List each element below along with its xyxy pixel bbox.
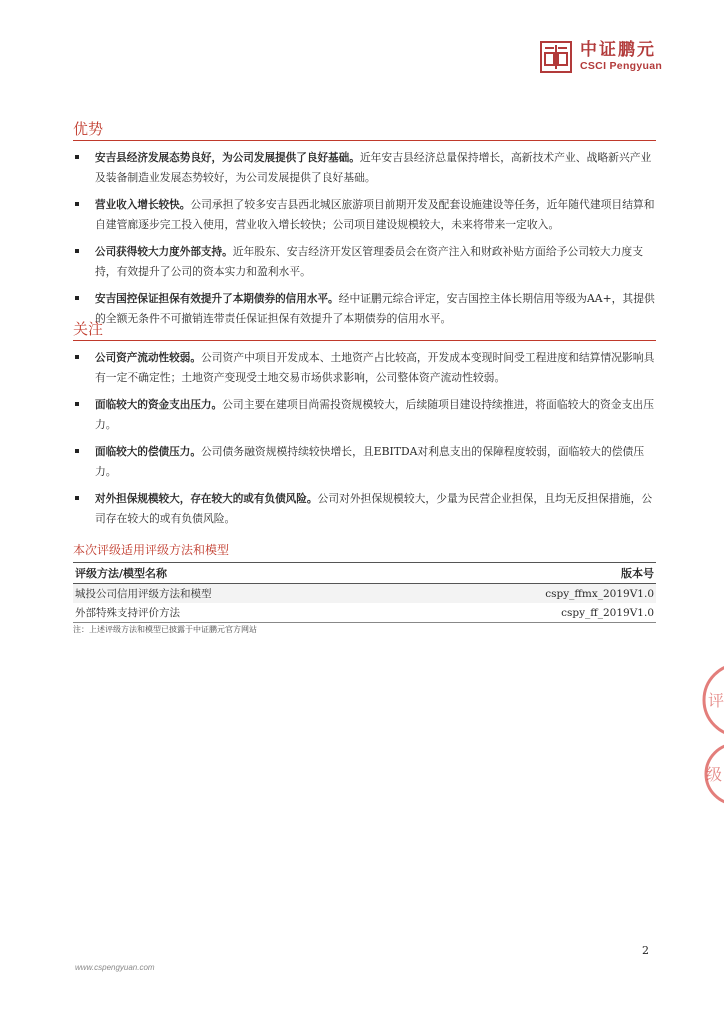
page-number: 2 bbox=[642, 944, 649, 957]
company-logo bbox=[540, 40, 662, 73]
concern-item bbox=[73, 442, 656, 481]
concern-text: 公司债务融资规模持续较快增长，且EBITDA对利息支出的保障程度较弱，面临较大的偿债压力。 bbox=[95, 445, 645, 478]
concern-text: 公司对外担保规模较大，少量为民营企业担保，且均无反担保措施，公司存在较大的或有负债风险。 bbox=[95, 492, 653, 525]
concern-item bbox=[73, 348, 656, 387]
strengths-list bbox=[73, 148, 656, 336]
concern-lead: 面临较大的资金支出压力。 bbox=[95, 399, 223, 411]
concern-lead: 面临较大的偿债压力。 bbox=[95, 446, 201, 458]
methods-table-title: 本次评级适用评级方法和模型 bbox=[73, 543, 230, 557]
strength-lead: 安吉县经济发展态势良好，为公司发展提供了良好基础。 bbox=[95, 152, 360, 164]
strength-item bbox=[73, 148, 656, 187]
logo-emblem-icon bbox=[540, 41, 572, 73]
column-header-version: 版本号 bbox=[396, 563, 656, 584]
strength-lead: 安吉国控保证担保有效提升了本期债券的信用水平。 bbox=[95, 293, 339, 305]
strengths-heading: 优势 bbox=[73, 120, 656, 141]
methods-table bbox=[73, 562, 656, 623]
table-row bbox=[73, 584, 656, 604]
strength-text: 近年安吉县经济总量保持增长，高新技术产业、战略新兴产业及装备制造业发展态势较好，为公司发展提供了良好基础。 bbox=[95, 151, 652, 184]
method-name: 城投公司信用评级方法和模型 bbox=[73, 584, 396, 604]
seal-stamp-icon bbox=[700, 660, 724, 740]
brand-name-cn: 中证鹏元 bbox=[580, 40, 656, 60]
svg-text:评: 评 bbox=[708, 691, 724, 710]
concern-item bbox=[73, 395, 656, 434]
strength-lead: 营业收入增长较快。 bbox=[95, 199, 191, 211]
concern-text: 公司主要在建项目尚需投资规模较大，后续随项目建设持续推进，将面临较大的资金支出压力。 bbox=[95, 398, 654, 431]
concern-lead: 对外担保规模较大，存在较大的或有负债风险。 bbox=[95, 493, 318, 505]
concern-item bbox=[73, 489, 656, 528]
concern-text: 公司资产中项目开发成本、土地资产占比较高，开发成本变现时间受工程进度和结算情况影响具有一定不确定性；土地资产变现受土地交易市场供求影响，公司整体资产流动性较弱。 bbox=[95, 351, 655, 384]
seal-stamp-icon bbox=[700, 742, 724, 806]
table-footnote: 注：上述评级方法和模型已披露于中证鹏元官方网站 bbox=[73, 625, 257, 634]
table-header-row bbox=[73, 563, 656, 584]
column-header-name: 评级方法/模型名称 bbox=[73, 563, 396, 584]
strength-text: 公司承担了较多安吉县西北城区旅游项目前期开发及配套设施建设等任务，近年随代建项目结算和自建管廊逐步完工投入使用，营业收入增长较快；公司项目建设规模较大，未来将带来一定收入。 bbox=[95, 198, 655, 231]
method-version: cspy_ffmx_2019V1.0 bbox=[396, 584, 656, 604]
method-version: cspy_ff_2019V1.0 bbox=[396, 603, 656, 623]
concern-lead: 公司资产流动性较弱。 bbox=[95, 352, 201, 364]
concerns-heading: 关注 bbox=[73, 320, 656, 341]
strength-item bbox=[73, 242, 656, 281]
concerns-list bbox=[73, 348, 656, 536]
strength-lead: 公司获得较大力度外部支持。 bbox=[95, 246, 233, 258]
strength-text: 近年股东、安吉经济开发区管理委员会在资产注入和财政补贴方面给予公司较大力度支持，有效提升了公司的资本实力和盈利水平。 bbox=[95, 245, 643, 278]
brand-name-en: CSCI Pengyuan bbox=[580, 60, 663, 72]
table-row bbox=[73, 603, 656, 623]
svg-text:级: 级 bbox=[706, 765, 723, 784]
strength-item bbox=[73, 195, 656, 234]
method-name: 外部特殊支持评价方法 bbox=[73, 603, 396, 623]
footer-website-link[interactable]: www.cspengyuan.com bbox=[75, 963, 155, 972]
strength-text: 经中证鹏元综合评定，安吉国控主体长期信用等级为AA+，其提供的全额无条件不可撤销连带责任保证担保有效提升了本期债券的信用水平。 bbox=[95, 292, 655, 325]
